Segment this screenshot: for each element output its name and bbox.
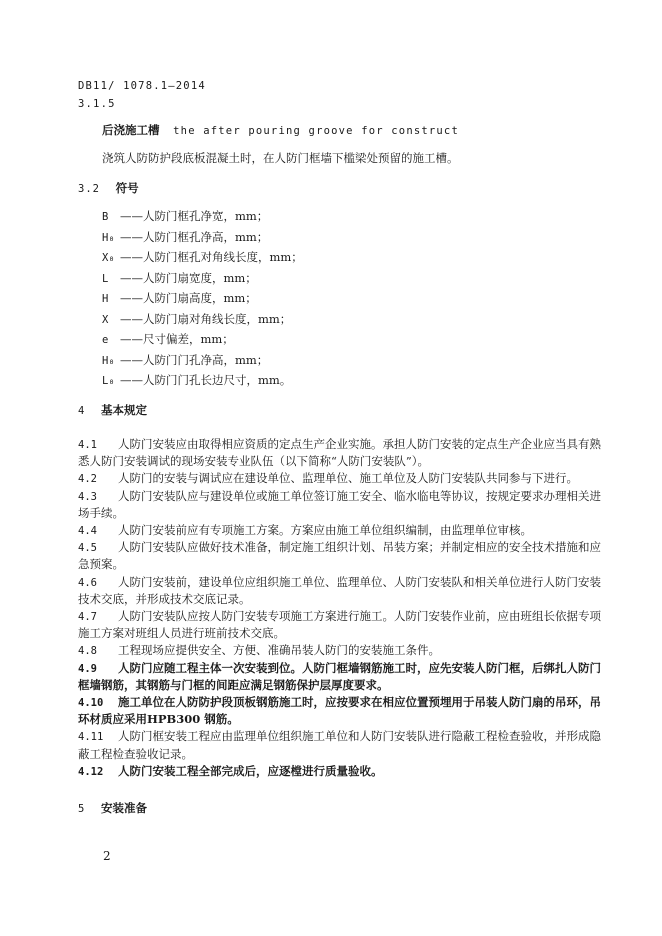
- clause-number: 4.3: [78, 490, 97, 503]
- symbol-code: L: [102, 272, 109, 285]
- symbol-row: [102, 352, 268, 369]
- clause-first-line: [78, 642, 440, 659]
- symbol-row: [102, 290, 257, 307]
- clause-text: 施工方案对班组人员进行班前技术交底。: [78, 626, 285, 641]
- symbol-row: [102, 372, 291, 389]
- symbol-code: L₀: [102, 375, 115, 387]
- symbol-description: ——人防门扇高度，mm；: [120, 291, 257, 305]
- clause-first-line: [78, 763, 383, 780]
- symbols-heading-number: 3.2: [78, 183, 100, 195]
- symbol-description: ——人防门框孔对角线长度，mm；: [120, 250, 303, 264]
- section-4-number: 4: [78, 405, 86, 417]
- doc-code: DB11/ 1078.1—2014: [78, 80, 206, 92]
- symbol-row: [102, 229, 268, 246]
- symbol-description: ——人防门门孔净高，mm；: [120, 352, 269, 367]
- symbol-code: X: [102, 313, 109, 326]
- clause-number: 4.6: [78, 576, 97, 589]
- clause-text: 人防门安装前，建设单位应组织施工单位、监理单位、人防门安装队和相关单位进行人防门安装: [118, 574, 601, 589]
- symbols-heading: [78, 180, 139, 197]
- clause-number: 4.12: [78, 765, 104, 778]
- clause-continuation-line: [78, 505, 124, 521]
- section-5-title: 安装准备: [100, 801, 147, 815]
- clause-continuation-line: [78, 746, 193, 762]
- symbol-code: e: [102, 334, 109, 346]
- term-en: the after pouring groove for construct: [173, 125, 459, 137]
- clause-first-line: [78, 522, 532, 539]
- symbol-code: H₀: [102, 354, 115, 367]
- section-5-number: 5: [78, 803, 86, 815]
- clause-text: 环材质应采用HPB300 钢筋。: [78, 712, 239, 727]
- symbol-row: [102, 208, 268, 225]
- clause-text: 技术交底，并形成技术交底记录。: [78, 591, 251, 606]
- clause-first-line: [78, 694, 601, 711]
- symbol-row: [102, 331, 234, 348]
- clause-text: 人防门安装前应有专项施工方案。方案应由施工单位组织编制，由监理单位审核。: [118, 523, 532, 537]
- clause-continuation-line: [78, 453, 429, 469]
- clause-first-line: [78, 470, 578, 487]
- section-number: 3.1.5: [78, 98, 116, 110]
- clause-number: 4.8: [78, 645, 97, 658]
- clause-text: 人防门安装工程全部完成后，应逐樘进行质量验收。: [118, 763, 383, 778]
- symbol-code: H: [102, 293, 109, 305]
- clause-first-line: [78, 608, 601, 625]
- clause-first-line: [78, 488, 601, 505]
- term-entry: [102, 122, 459, 139]
- clause-text: 人防门安装队应做好技术准备，制定施工组织计划、吊装方案；并制定相应的安全技术措施和应: [118, 540, 601, 555]
- symbol-description: ——尺寸偏差，mm；: [120, 332, 234, 346]
- symbol-row: [102, 311, 291, 328]
- page-number: 2: [103, 849, 111, 863]
- symbol-description: ——人防门扇宽度，mm；: [120, 270, 257, 285]
- clause-continuation-line: [78, 711, 239, 727]
- clause-first-line: [78, 539, 601, 556]
- symbol-description: ——人防门门孔长边尺寸，mm。: [120, 373, 292, 387]
- clause-first-line: [78, 436, 601, 453]
- term-definition: 浇筑人防防护段底板混凝土时，在人防门框墙下槛梁处预留的施工槽。: [102, 151, 459, 165]
- section-4-title: 基本规定: [100, 403, 147, 417]
- clause-number: 4.5: [78, 542, 97, 555]
- clause-text: 施工单位在人防防护段顶板钢筋施工时，应按要求在相应位置预埋用于吊装人防门扇的吊环，吊: [118, 695, 601, 709]
- clause-continuation-line: [78, 625, 285, 641]
- clause-text: 人防门安装队应按人防门安装专项施工方案进行施工。人防门安装作业前，应由班组长依据专项: [118, 609, 601, 623]
- clause-text: 急预案。: [78, 557, 124, 572]
- clause-text: 蔽工程检查验收记录。: [78, 746, 193, 761]
- clause-number: 4.1: [78, 439, 97, 451]
- symbol-code: H₀: [102, 231, 115, 244]
- clause-text: 框墙钢筋，其钢筋与门框的间距应满足钢筋保护层厚度要求。: [78, 677, 389, 692]
- clause-text: 场手续。: [78, 505, 124, 520]
- clause-number: 4.2: [78, 473, 97, 486]
- clause-continuation-line: [78, 677, 389, 693]
- clause-number: 4.9: [78, 662, 97, 675]
- clause-text: 人防门安装应由取得相应资质的定点生产企业实施。承担人防门安装的定点生产企业应当具有熟: [118, 437, 601, 451]
- clause-number: 4.4: [78, 525, 97, 537]
- clause-number: 4.7: [78, 611, 97, 623]
- clause-continuation-line: [78, 556, 124, 572]
- symbol-row: [102, 270, 257, 287]
- clause-text: 人防门应随工程主体一次安装到位。人防门框墙钢筋施工时，应先安装人防门框，后绑扎人防门: [118, 660, 601, 675]
- clause-first-line: [78, 660, 601, 677]
- clause-text: 工程现场应提供安全、方便、准确吊装人防门的安装施工条件。: [118, 643, 440, 658]
- symbol-description: ——人防门框孔净宽，mm；: [120, 209, 269, 223]
- clause-first-line: [78, 728, 601, 745]
- clause-first-line: [78, 574, 601, 591]
- symbol-description: ——人防门框孔净高，mm；: [120, 229, 269, 244]
- symbols-heading-title: 符号: [115, 181, 139, 195]
- clause-text: 人防门安装队应与建设单位或施工单位签订施工安全、临水临电等协议，按规定要求办理相关进: [118, 488, 601, 503]
- clause-text: 人防门的安装与调试应在建设单位、监理单位、施工单位及人防门安装队共同参与下进行。: [118, 471, 578, 486]
- symbol-code: X₀: [102, 252, 115, 264]
- clause-text: 人防门框安装工程应由监理单位组织施工单位和人防门安装队进行隐蔽工程检查验收，并形成隐: [118, 729, 601, 744]
- term-zh: 后浇施工槽: [102, 123, 160, 137]
- clause-number: 4.11: [78, 731, 104, 744]
- clause-number: 4.10: [78, 697, 104, 709]
- clause-text: 悉人防门安装调试的现场安装专业队伍（以下简称“人防门安装队”）。: [78, 454, 430, 469]
- symbol-row: [102, 249, 303, 266]
- symbol-code: B: [102, 211, 109, 223]
- section-4-heading: [78, 402, 147, 419]
- section-5-heading: [78, 800, 147, 817]
- clause-continuation-line: [78, 591, 251, 607]
- symbol-description: ——人防门扇对角线长度，mm；: [120, 311, 292, 326]
